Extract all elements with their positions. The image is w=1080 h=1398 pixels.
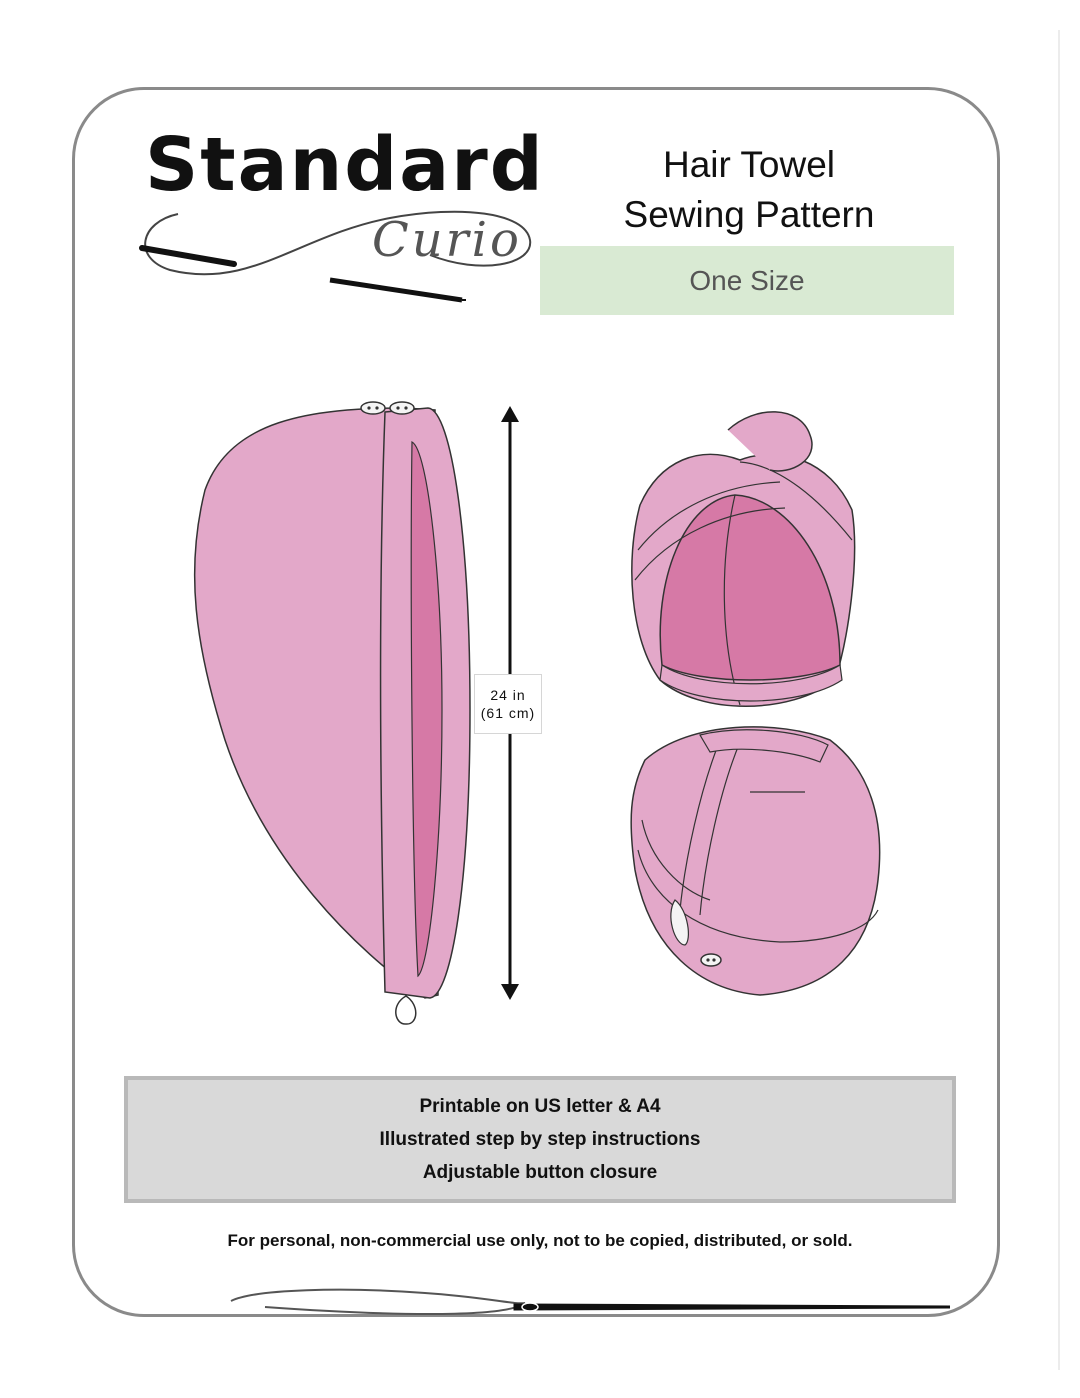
title-line-1: Hair Towel — [662, 144, 836, 185]
feature-item: Adjustable button closure — [422, 1162, 658, 1183]
feature-item: Illustrated step by step instructions — [379, 1129, 701, 1150]
flat-towel-drawing — [195, 402, 470, 1024]
wrapped-front-drawing — [632, 412, 855, 706]
logo-wordmark: Standard — [145, 122, 545, 208]
bottom-needle-icon — [225, 1285, 955, 1325]
page-edge-line — [1058, 30, 1060, 1370]
measurement-cm: (61 cm) — [480, 705, 536, 721]
size-badge: One Size — [540, 246, 954, 315]
length-measurement-label — [474, 674, 542, 734]
features-box — [124, 1076, 956, 1203]
logo-script-text: Curio — [372, 212, 522, 268]
title-line-2: Sewing Pattern — [623, 194, 875, 235]
measurement-inches: 24 in — [490, 687, 526, 703]
pattern-title — [560, 140, 938, 240]
feature-item: Printable on US letter & A4 — [419, 1096, 661, 1117]
usage-disclaimer: For personal, non-commercial use only, not to be copied, distributed, or sold. — [227, 1231, 853, 1250]
wrapped-side-drawing — [631, 727, 880, 995]
